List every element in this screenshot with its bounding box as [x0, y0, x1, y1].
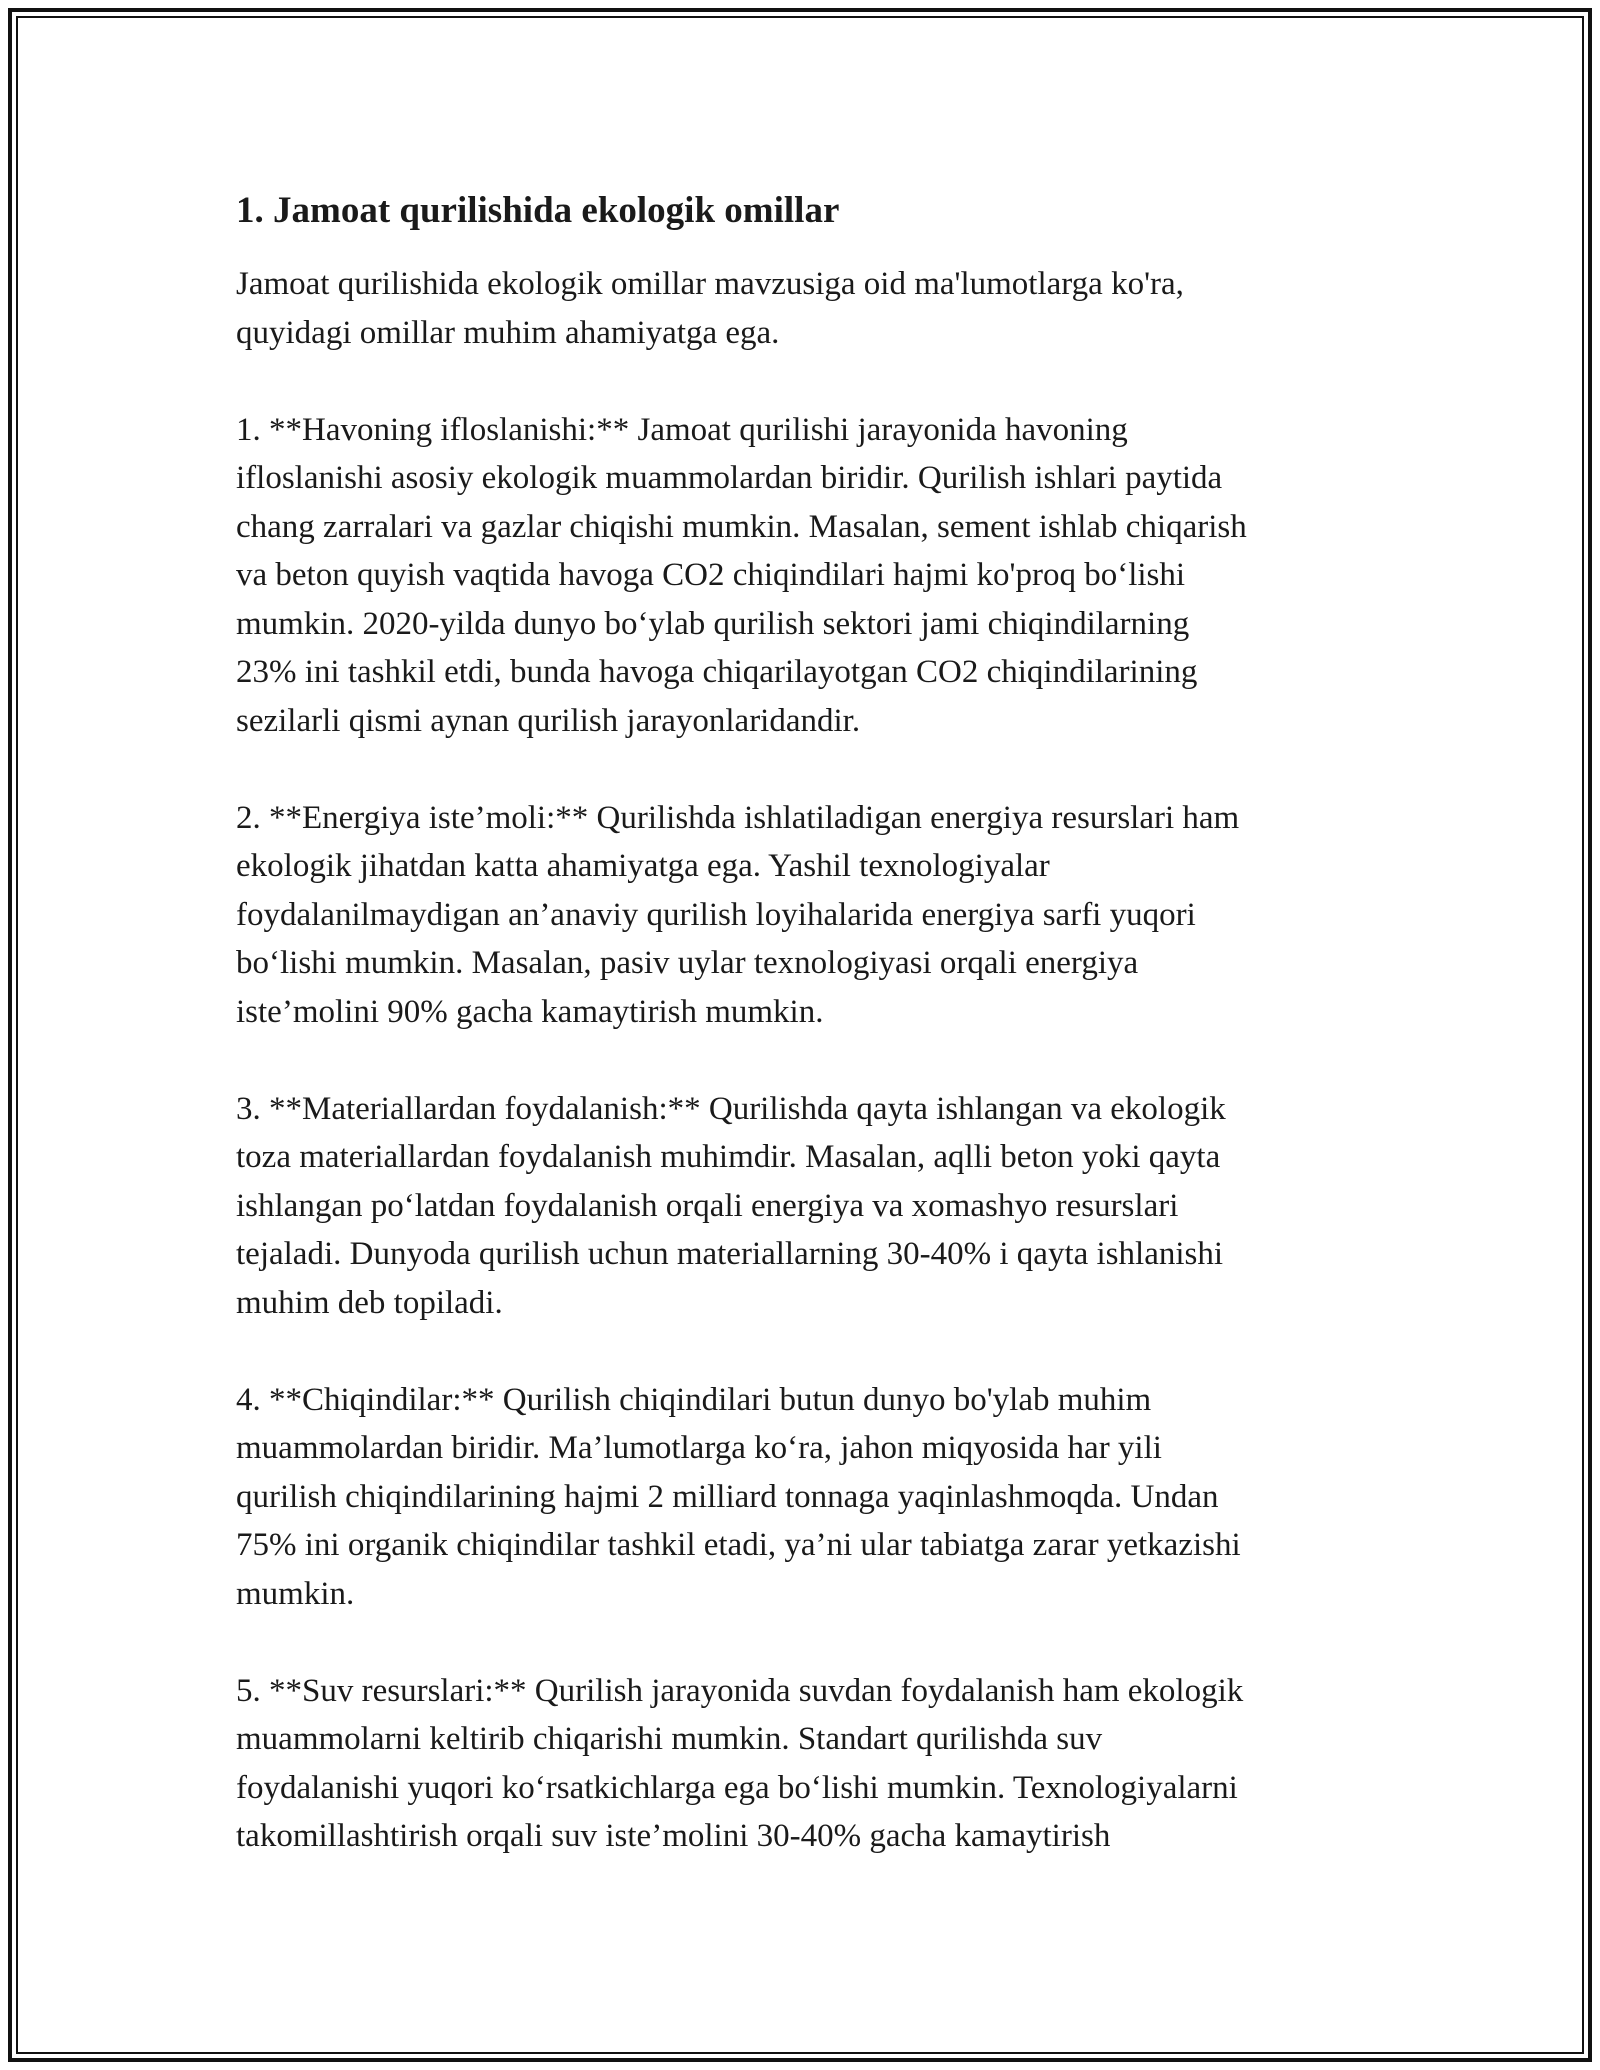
paragraph-air-pollution: 1. **Havoning ifloslanishi:** Jamoat qurilishi jarayonida havoning ifloslanishi asosiy ekologik muammolardan biridir. Qurilish ishlari paytida chang zarralari va gazlar chiqishi mumkin. Masalan, sement ishlab chiqarish va beton quyish vaqtida havoga CO2 chiqindilari hajmi ko'proq bo‘lishi mumkin. 2020-yilda dunyo bo‘ylab qurilish sektori jami chiqindilarning 23% ini tashkil etdi, bunda havoga chiqarilayotgan CO2 chiqindilarining sezilarli qismi aynan qurilish jarayonlaridandir.: [236, 411, 1247, 739]
document-body: [236, 186, 1386, 1909]
section-heading: 1. Jamoat qurilishida ekologik omillar: [236, 190, 840, 231]
paragraph-waste: 4. **Chiqindilar:** Qurilish chiqindilari butun dunyo bo'ylab muhim muammolardan biridir. Ma’lumotlarga ko‘ra, jahon miqyosida har yili qurilish chiqindilarining hajmi 2 milliard tonnaga yaqinlashmoqda. Undan 75% ini organik chiqindilar tashkil etadi, ya’ni ular tabiatga zarar yetkazishi mumkin.: [236, 1381, 1241, 1612]
paragraph-energy-consumption: 2. **Energiya iste’moli:** Qurilishda ishlatiladigan energiya resurslari ham ekologik jihatdan katta ahamiyatga ega. Yashil texnologiyalar foydalanilmaydigan an’anaviy qurilish loyihalarida energiya sarfi yuqori bo‘lishi mumkin. Masalan, pasiv uylar texnologiyasi orqali energiya iste’molini 90% gacha kamaytirish mumkin.: [236, 799, 1240, 1030]
intro-paragraph: Jamoat qurilishida ekologik omillar mavzusiga oid ma'lumotlarga ko'ra, quyidagi omillar muhim ahamiyatga ega.: [236, 266, 1184, 351]
paragraph-water-resources: 5. **Suv resurslari:** Qurilish jarayonida suvdan foydalanish ham ekologik muammolarni keltirib chiqarishi mumkin. Standart qurilishda suv foydalanishi yuqori ko‘rsatkichlarga ega bo‘lishi mumkin. Texnologiyalarni takomillashtirish orqali suv iste’molini 30-40% gacha kamaytirish: [236, 1672, 1244, 1854]
paragraph-materials-use: 3. **Materiallardan foydalanish:** Qurilishda qayta ishlangan va ekologik toza materiallardan foydalanish muhimdir. Masalan, aqlli beton yoki qayta ishlangan po‘latdan foydalanish orqali energiya va xomashyo resurslari tejaladi. Dunyoda qurilish uchun materiallarning 30-40% i qayta ishlanishi muhim deb topiladi.: [236, 1090, 1226, 1321]
